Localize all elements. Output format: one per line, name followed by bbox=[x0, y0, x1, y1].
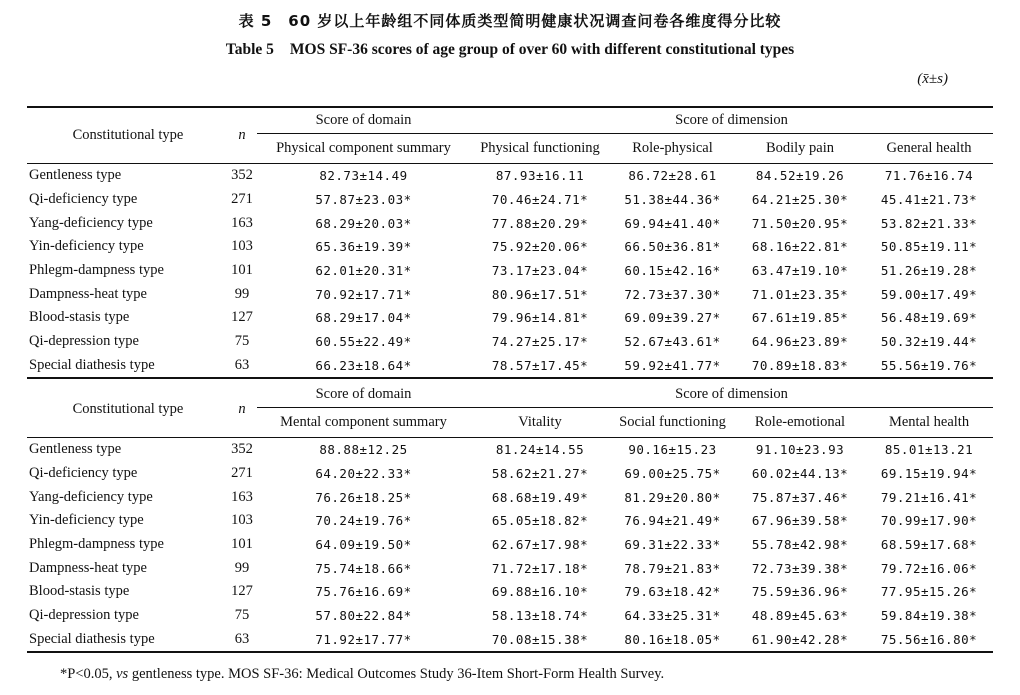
table-title-english bbox=[0, 41, 1020, 59]
score-cell: 52.67±43.61* bbox=[624, 334, 721, 350]
row-n: 163 bbox=[231, 488, 253, 505]
score-cell: 48.89±45.63* bbox=[751, 608, 849, 624]
column-header: Role-physical bbox=[610, 134, 735, 164]
footnote-abbreviation: gentleness type. MOS SF-36: Medical Outcomes Study 36-Item Short-Form Health Survey. bbox=[128, 666, 665, 682]
column-header: Mental health bbox=[865, 408, 993, 438]
score-cell: 87.93±16.11 bbox=[495, 168, 585, 184]
row-type-label: Gentleness type bbox=[29, 441, 122, 458]
header-constitutional-type: Constitutional type bbox=[27, 382, 227, 438]
row-n: 101 bbox=[231, 536, 253, 553]
row-n: 75 bbox=[234, 607, 250, 624]
mental-scores-table bbox=[27, 382, 993, 653]
table-row bbox=[27, 462, 993, 486]
score-cell: 69.15±19.94* bbox=[880, 466, 978, 482]
table-label: Table 5 bbox=[225, 41, 274, 58]
row-n: 271 bbox=[231, 191, 253, 208]
score-cell: 60.02±44.13* bbox=[751, 466, 849, 482]
score-cell: 75.76±16.69* bbox=[315, 584, 412, 600]
column-header: General health bbox=[865, 134, 993, 164]
table-row bbox=[27, 330, 993, 354]
score-cell: 72.73±39.38* bbox=[751, 560, 849, 576]
table-row bbox=[27, 306, 993, 330]
score-cell: 69.00±25.75* bbox=[624, 466, 721, 482]
row-type-label: Dampness-heat type bbox=[29, 559, 147, 576]
column-header: Physical functioning bbox=[470, 134, 610, 164]
score-cell: 70.92±17.71* bbox=[315, 286, 412, 302]
header-constitutional-type: Constitutional type bbox=[27, 107, 227, 164]
column-header: Role-emotional bbox=[735, 408, 865, 438]
score-cell: 80.96±17.51* bbox=[491, 286, 589, 302]
row-n: 127 bbox=[231, 583, 253, 600]
score-cell: 64.09±19.50* bbox=[315, 537, 412, 553]
score-cell: 86.72±28.61 bbox=[628, 168, 717, 184]
table-row bbox=[27, 485, 993, 509]
score-cell: 51.38±44.36* bbox=[624, 192, 721, 208]
row-n: 101 bbox=[231, 262, 253, 279]
score-cell: 79.96±14.81* bbox=[491, 310, 589, 326]
score-cell: 59.84±19.38* bbox=[880, 608, 978, 624]
score-cell: 71.76±16.74 bbox=[884, 168, 974, 184]
score-cell: 62.67±17.98* bbox=[491, 537, 589, 553]
score-cell: 90.16±15.23 bbox=[628, 442, 717, 458]
score-cell: 70.08±15.38* bbox=[470, 628, 610, 653]
score-cell: 75.59±36.96* bbox=[751, 584, 849, 600]
table-row bbox=[27, 259, 993, 283]
score-cell: 78.79±21.83* bbox=[624, 560, 721, 576]
score-cell: 71.72±17.18* bbox=[491, 560, 589, 576]
row-n: 103 bbox=[231, 512, 253, 529]
score-cell: 78.57±17.45* bbox=[470, 354, 610, 379]
score-cell: 65.05±18.82* bbox=[491, 513, 589, 529]
footnote-vs: vs bbox=[116, 666, 129, 682]
score-cell: 74.27±25.17* bbox=[491, 334, 589, 350]
row-n: 99 bbox=[234, 285, 250, 302]
score-cell: 70.24±19.76* bbox=[315, 513, 412, 529]
table-body bbox=[27, 164, 993, 379]
table-row bbox=[27, 235, 993, 259]
header-n: n bbox=[227, 382, 257, 438]
score-cell: 76.26±18.25* bbox=[315, 489, 412, 505]
score-cell: 70.46±24.71* bbox=[491, 192, 589, 208]
score-cell: 82.73±14.49 bbox=[319, 168, 408, 184]
score-cell: 69.09±39.27* bbox=[624, 310, 721, 326]
score-cell: 55.78±42.98* bbox=[751, 537, 849, 553]
row-type-label: Yin-deficiency type bbox=[29, 238, 144, 255]
header-score-of-dimension: Score of dimension bbox=[470, 107, 993, 134]
score-cell: 60.15±42.16* bbox=[624, 263, 721, 279]
score-cell: 88.88±12.25 bbox=[319, 442, 408, 458]
score-cell: 64.21±25.30* bbox=[751, 192, 849, 208]
header-n: n bbox=[227, 107, 257, 164]
score-cell: 76.94±21.49* bbox=[624, 513, 721, 529]
row-type-label: Blood-stasis type bbox=[29, 309, 130, 326]
row-type-label: Phlegm-dampness type bbox=[29, 262, 164, 279]
score-cell: 57.87±23.03* bbox=[315, 192, 412, 208]
score-cell: 62.01±20.31* bbox=[315, 263, 412, 279]
unit-note: (x̄±s) bbox=[917, 71, 948, 87]
score-cell: 59.00±17.49* bbox=[880, 286, 978, 302]
row-type-label: Phlegm-dampness type bbox=[29, 536, 164, 553]
table-row bbox=[27, 556, 993, 580]
score-cell: 70.99±17.90* bbox=[880, 513, 978, 529]
score-cell: 57.80±22.84* bbox=[315, 608, 412, 624]
score-cell: 73.17±23.04* bbox=[491, 263, 589, 279]
column-header: Mental component summary bbox=[257, 408, 470, 438]
score-cell: 85.01±13.21 bbox=[884, 442, 974, 458]
score-cell: 75.56±16.80* bbox=[865, 628, 993, 653]
row-type-label: Gentleness type bbox=[29, 167, 122, 184]
score-cell: 77.95±15.26* bbox=[880, 584, 978, 600]
score-cell: 75.74±18.66* bbox=[315, 560, 412, 576]
row-n: 75 bbox=[234, 333, 250, 350]
row-n: 103 bbox=[231, 238, 253, 255]
column-header: Social functioning bbox=[610, 408, 735, 438]
score-cell: 50.32±19.44* bbox=[880, 334, 978, 350]
row-type-label: Yin-deficiency type bbox=[29, 512, 144, 529]
table-row bbox=[27, 282, 993, 306]
score-cell: 50.85±19.11* bbox=[880, 239, 978, 255]
score-cell: 68.29±20.03* bbox=[315, 215, 412, 231]
table-row bbox=[27, 164, 993, 188]
score-cell: 64.96±23.89* bbox=[751, 334, 849, 350]
row-n: 99 bbox=[234, 559, 250, 576]
table-row bbox=[27, 580, 993, 604]
score-cell: 68.59±17.68* bbox=[880, 537, 978, 553]
score-cell: 61.90±42.28* bbox=[735, 628, 865, 653]
score-cell: 58.62±21.27* bbox=[491, 466, 589, 482]
row-n: 352 bbox=[231, 167, 253, 184]
table-row bbox=[27, 509, 993, 533]
score-cell: 67.96±39.58* bbox=[751, 513, 849, 529]
score-cell: 68.68±19.49* bbox=[491, 489, 589, 505]
score-cell: 75.87±37.46* bbox=[751, 489, 849, 505]
score-cell: 91.10±23.93 bbox=[755, 442, 845, 458]
score-cell: 64.33±25.31* bbox=[624, 608, 721, 624]
row-type-label: Dampness-heat type bbox=[29, 285, 147, 302]
score-cell: 63.47±19.10* bbox=[751, 263, 849, 279]
header-score-of-domain: Score of domain bbox=[257, 382, 470, 408]
row-type-label: Qi-deficiency type bbox=[29, 191, 138, 208]
score-cell: 77.88±20.29* bbox=[491, 215, 589, 231]
row-type-label: Qi-depression type bbox=[29, 333, 139, 350]
table-row bbox=[27, 438, 993, 462]
header-row-groups bbox=[27, 107, 993, 134]
score-cell: 79.63±18.42* bbox=[624, 584, 721, 600]
score-cell: 58.13±18.74* bbox=[491, 608, 589, 624]
score-cell: 71.50±20.95* bbox=[751, 215, 849, 231]
score-cell: 56.48±19.69* bbox=[880, 310, 978, 326]
row-n: 163 bbox=[231, 214, 253, 231]
row-n: 271 bbox=[231, 465, 253, 482]
score-cell: 66.50±36.81* bbox=[624, 239, 721, 255]
score-cell: 66.23±18.64* bbox=[257, 354, 470, 379]
score-cell: 51.26±19.28* bbox=[880, 263, 978, 279]
score-cell: 59.92±41.77* bbox=[610, 354, 735, 379]
footnote bbox=[60, 666, 664, 683]
row-n: 63 bbox=[227, 354, 257, 379]
table-row bbox=[27, 533, 993, 557]
footnote-significance: *P<0.05, bbox=[60, 666, 117, 682]
table-row bbox=[27, 604, 993, 628]
score-cell: 64.20±22.33* bbox=[315, 466, 412, 482]
header-score-of-domain: Score of domain bbox=[257, 107, 470, 134]
row-type-label: Blood-stasis type bbox=[29, 583, 130, 600]
column-header: Physical component summary bbox=[257, 134, 470, 164]
score-cell: 69.88±16.10* bbox=[491, 584, 589, 600]
row-n: 127 bbox=[231, 309, 253, 326]
score-cell: 68.16±22.81* bbox=[751, 239, 849, 255]
score-cell: 68.29±17.04* bbox=[315, 310, 412, 326]
score-cell: 65.36±19.39* bbox=[315, 239, 412, 255]
score-cell: 75.92±20.06* bbox=[491, 239, 589, 255]
score-cell: 69.94±41.40* bbox=[624, 215, 721, 231]
row-type-label: Special diathesis type bbox=[27, 628, 227, 653]
table-row bbox=[27, 628, 993, 653]
row-type-label: Yang-deficiency type bbox=[29, 488, 153, 505]
table-body bbox=[27, 438, 993, 653]
score-cell: 81.24±14.55 bbox=[495, 442, 585, 458]
column-header: Vitality bbox=[470, 408, 610, 438]
row-n: 63 bbox=[227, 628, 257, 653]
score-cell: 79.21±16.41* bbox=[880, 489, 978, 505]
column-header: Bodily pain bbox=[735, 134, 865, 164]
row-type-label: Yang-deficiency type bbox=[29, 214, 153, 231]
header-score-of-dimension: Score of dimension bbox=[470, 382, 993, 408]
header-row-groups bbox=[27, 382, 993, 408]
score-cell: 84.52±19.26 bbox=[755, 168, 845, 184]
table-row bbox=[27, 354, 993, 379]
score-cell: 69.31±22.33* bbox=[624, 537, 721, 553]
row-type-label: Qi-depression type bbox=[29, 607, 139, 624]
score-cell: 80.16±18.05* bbox=[610, 628, 735, 653]
score-cell: 70.89±18.83* bbox=[735, 354, 865, 379]
row-n: 352 bbox=[231, 441, 253, 458]
score-cell: 81.29±20.80* bbox=[624, 489, 721, 505]
physical-scores-table bbox=[27, 106, 993, 379]
score-cell: 60.55±22.49* bbox=[315, 334, 412, 350]
score-cell: 71.92±17.77* bbox=[257, 628, 470, 653]
table-row bbox=[27, 188, 993, 212]
score-cell: 55.56±19.76* bbox=[865, 354, 993, 379]
score-cell: 71.01±23.35* bbox=[751, 286, 849, 302]
row-type-label: Qi-deficiency type bbox=[29, 465, 138, 482]
score-cell: 67.61±19.85* bbox=[751, 310, 849, 326]
score-cell: 79.72±16.06* bbox=[880, 560, 978, 576]
row-type-label: Special diathesis type bbox=[27, 354, 227, 379]
score-cell: 45.41±21.73* bbox=[880, 192, 978, 208]
score-cell: 72.73±37.30* bbox=[624, 286, 721, 302]
score-cell: 53.82±21.33* bbox=[880, 215, 978, 231]
table-title-chinese: 表 5 60 岁以上年龄组不同体质类型简明健康状况调查问卷各维度得分比较 bbox=[238, 12, 782, 30]
table-row bbox=[27, 211, 993, 235]
table-caption: MOS SF-36 scores of age group of over 60 with different constitutional types bbox=[289, 41, 795, 58]
